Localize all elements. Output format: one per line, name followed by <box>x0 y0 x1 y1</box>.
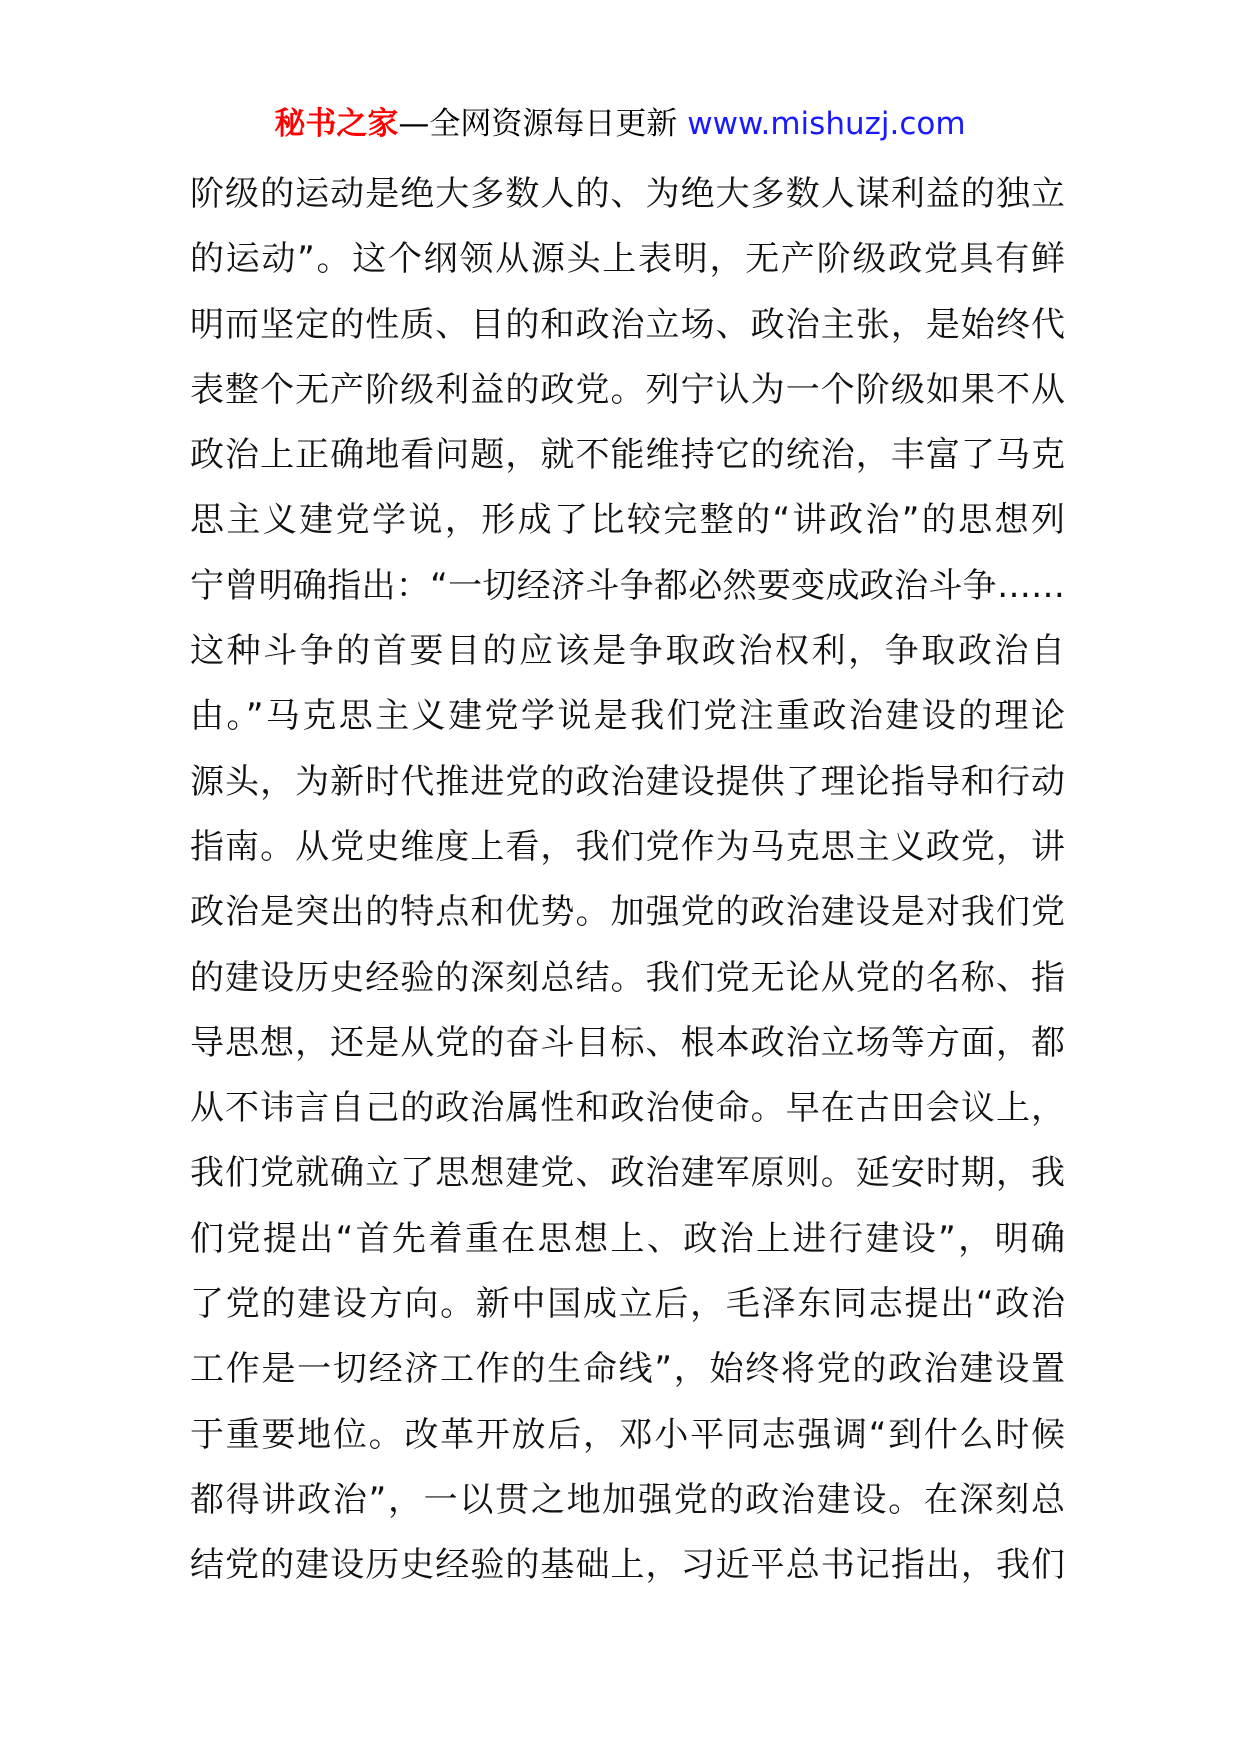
text-line: 阶级的运动是绝大多数人的、为绝大多数人谋利益的独立 <box>190 174 1065 214</box>
text-line: 从不讳言自己的政治属性和政治使命。早在古田会议上， <box>190 1088 1065 1129</box>
text-line: 明而坚定的性质、目的和政治立场、政治主张，是始终代 <box>190 304 1065 345</box>
text-line: 的建设历史经验的深刻总结。我们党无论从党的名称、指 <box>190 957 1065 998</box>
text-line: 表整个无产阶级利益的政党。列宁认为一个阶级如果不从 <box>190 369 1065 410</box>
text-line: 政治是突出的特点和优势。加强党的政治建设是对我们党 <box>190 892 1065 933</box>
text-line: 了党的建设方向。新中国成立后，毛泽东同志提出“政治 <box>190 1284 1065 1325</box>
text-line: 指南。从党史维度上看，我们党作为马克思主义政党，讲 <box>190 826 1065 867</box>
text-line: 由。”马克思主义建党学说是我们党注重政治建设的理论 <box>190 696 1065 737</box>
text-line: 政治上正确地看问题，就不能维持它的统治，丰富了马克 <box>190 435 1065 476</box>
brand-name: 秘书之家 <box>274 106 399 142</box>
site-url-link[interactable]: www.mishuzj.com <box>687 106 966 142</box>
text-line: 工作是一切经济工作的生命线”，始终将党的政治建设置 <box>190 1349 1065 1390</box>
text-line: 结党的建设历史经验的基础上，习近平总书记指出，我们 <box>190 1545 1065 1586</box>
text-line: 的运动”。这个纲领从源头上表明，无产阶级政党具有鲜 <box>190 239 1065 280</box>
text-line: 宁曾明确指出：“一切经济斗争都必然要变成政治斗争…… <box>190 565 1065 606</box>
text-line: 导思想，还是从党的奋斗目标、根本政治立场等方面，都 <box>190 1022 1065 1063</box>
text-line: 我们党就确立了思想建党、政治建军原则。延安时期，我 <box>190 1153 1065 1194</box>
text-line: 于重要地位。改革开放后，邓小平同志强调“到什么时候 <box>190 1414 1065 1455</box>
header-slogan: —全网资源每日更新 <box>398 106 688 142</box>
text-line: 这种斗争的首要目的应该是争取政治权利，争取政治自 <box>190 631 1065 672</box>
site-header <box>0 100 1240 148</box>
body-text <box>190 162 1065 1599</box>
text-line: 都得讲政治”，一以贯之地加强党的政治建设。在深刻总 <box>190 1479 1065 1520</box>
text-line: 思主义建党学说，形成了比较完整的“讲政治”的思想列 <box>190 500 1065 541</box>
text-line: 们党提出“首先着重在思想上、政治上进行建设”，明确 <box>190 1218 1065 1259</box>
text-line: 源头，为新时代推进党的政治建设提供了理论指导和行动 <box>190 761 1065 802</box>
